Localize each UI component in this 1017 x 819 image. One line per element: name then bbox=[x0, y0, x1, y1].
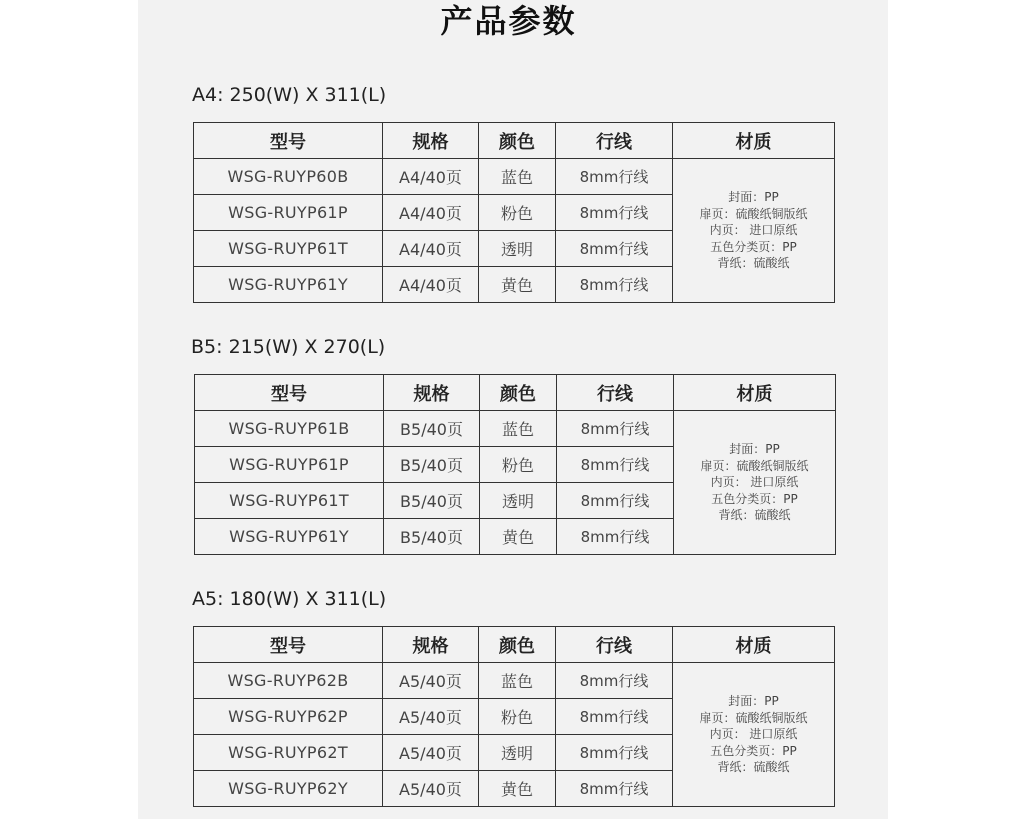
table-header-row bbox=[195, 375, 836, 411]
header-material: 材质 bbox=[673, 123, 835, 159]
cell-lines: 8mm行线 bbox=[557, 447, 674, 483]
cell-color: 透明 bbox=[480, 483, 557, 519]
spec-table-a5 bbox=[193, 626, 835, 807]
cell-lines: 8mm行线 bbox=[556, 159, 673, 195]
cell-spec: A4/40页 bbox=[383, 195, 479, 231]
header-color: 颜色 bbox=[479, 627, 556, 663]
header-model: 型号 bbox=[194, 123, 383, 159]
material-line: 封面：PP bbox=[728, 694, 779, 709]
cell-color: 黄色 bbox=[480, 519, 557, 555]
table-row bbox=[194, 663, 835, 699]
cell-spec: A4/40页 bbox=[383, 267, 479, 303]
cell-lines: 8mm行线 bbox=[556, 195, 673, 231]
cell-color: 蓝色 bbox=[479, 663, 556, 699]
cell-spec: A4/40页 bbox=[383, 231, 479, 267]
header-lines: 行线 bbox=[557, 375, 674, 411]
cell-spec: A5/40页 bbox=[383, 699, 479, 735]
material-line: 五色分类页：PP bbox=[710, 743, 797, 758]
cell-spec: A5/40页 bbox=[383, 735, 479, 771]
cell-material bbox=[673, 663, 835, 807]
cell-lines: 8mm行线 bbox=[556, 699, 673, 735]
cell-spec: A5/40页 bbox=[383, 771, 479, 807]
cell-model: WSG-RUYP61P bbox=[195, 447, 384, 483]
section-title-a4: A4: 250(W) X 311(L) bbox=[192, 84, 387, 106]
header-material: 材质 bbox=[673, 627, 835, 663]
cell-color: 粉色 bbox=[480, 447, 557, 483]
section-title-b5: B5: 215(W) X 270(L) bbox=[191, 336, 386, 358]
header-material: 材质 bbox=[674, 375, 836, 411]
section-title-a5: A5: 180(W) X 311(L) bbox=[192, 588, 387, 610]
cell-color: 透明 bbox=[479, 231, 556, 267]
cell-color: 粉色 bbox=[479, 699, 556, 735]
cell-lines: 8mm行线 bbox=[556, 663, 673, 699]
material-line: 扉页：硫酸纸铜版纸 bbox=[700, 458, 809, 473]
header-color: 颜色 bbox=[480, 375, 557, 411]
cell-model: WSG-RUYP61P bbox=[194, 195, 383, 231]
cell-model: WSG-RUYP61T bbox=[195, 483, 384, 519]
table-header-row bbox=[194, 627, 835, 663]
cell-model: WSG-RUYP61T bbox=[194, 231, 383, 267]
cell-model: WSG-RUYP60B bbox=[194, 159, 383, 195]
cell-lines: 8mm行线 bbox=[556, 267, 673, 303]
material-line: 扉页：硫酸纸铜版纸 bbox=[699, 710, 808, 725]
cell-material bbox=[674, 411, 836, 555]
header-color: 颜色 bbox=[479, 123, 556, 159]
cell-color: 黄色 bbox=[479, 771, 556, 807]
material-line: 封面：PP bbox=[729, 442, 780, 457]
cell-color: 透明 bbox=[479, 735, 556, 771]
cell-lines: 8mm行线 bbox=[557, 483, 674, 519]
page-title: 产品参数 bbox=[440, 2, 577, 40]
material-line: 内页： 进口原纸 bbox=[710, 475, 799, 490]
cell-lines: 8mm行线 bbox=[556, 231, 673, 267]
cell-spec: B5/40页 bbox=[384, 411, 480, 447]
cell-spec: A5/40页 bbox=[383, 663, 479, 699]
cell-model: WSG-RUYP62T bbox=[194, 735, 383, 771]
material-line: 封面：PP bbox=[728, 190, 779, 205]
cell-model: WSG-RUYP62Y bbox=[194, 771, 383, 807]
table-row bbox=[194, 159, 835, 195]
spec-table-a4 bbox=[193, 122, 835, 303]
cell-model: WSG-RUYP61B bbox=[195, 411, 384, 447]
material-line: 背纸：硫酸纸 bbox=[718, 508, 791, 523]
cell-color: 蓝色 bbox=[480, 411, 557, 447]
cell-lines: 8mm行线 bbox=[557, 519, 674, 555]
cell-model: WSG-RUYP61Y bbox=[194, 267, 383, 303]
header-spec: 规格 bbox=[383, 627, 479, 663]
material-line: 内页： 进口原纸 bbox=[709, 727, 798, 742]
header-spec: 规格 bbox=[384, 375, 480, 411]
table-row bbox=[195, 411, 836, 447]
material-line: 五色分类页：PP bbox=[710, 239, 797, 254]
cell-color: 粉色 bbox=[479, 195, 556, 231]
cell-lines: 8mm行线 bbox=[556, 771, 673, 807]
cell-material bbox=[673, 159, 835, 303]
cell-model: WSG-RUYP61Y bbox=[195, 519, 384, 555]
cell-spec: B5/40页 bbox=[384, 519, 480, 555]
cell-color: 黄色 bbox=[479, 267, 556, 303]
cell-spec: B5/40页 bbox=[384, 447, 480, 483]
cell-model: WSG-RUYP62B bbox=[194, 663, 383, 699]
header-spec: 规格 bbox=[383, 123, 479, 159]
cell-lines: 8mm行线 bbox=[556, 735, 673, 771]
material-line: 扉页：硫酸纸铜版纸 bbox=[699, 206, 808, 221]
table-header-row bbox=[194, 123, 835, 159]
material-line: 内页： 进口原纸 bbox=[709, 223, 798, 238]
header-lines: 行线 bbox=[556, 627, 673, 663]
header-model: 型号 bbox=[194, 627, 383, 663]
header-model: 型号 bbox=[195, 375, 384, 411]
cell-color: 蓝色 bbox=[479, 159, 556, 195]
cell-model: WSG-RUYP62P bbox=[194, 699, 383, 735]
material-line: 五色分类页：PP bbox=[711, 491, 798, 506]
cell-spec: B5/40页 bbox=[384, 483, 480, 519]
header-lines: 行线 bbox=[556, 123, 673, 159]
cell-lines: 8mm行线 bbox=[557, 411, 674, 447]
spec-table-b5 bbox=[194, 374, 836, 555]
cell-spec: A4/40页 bbox=[383, 159, 479, 195]
material-line: 背纸：硫酸纸 bbox=[717, 760, 790, 775]
material-line: 背纸：硫酸纸 bbox=[717, 256, 790, 271]
